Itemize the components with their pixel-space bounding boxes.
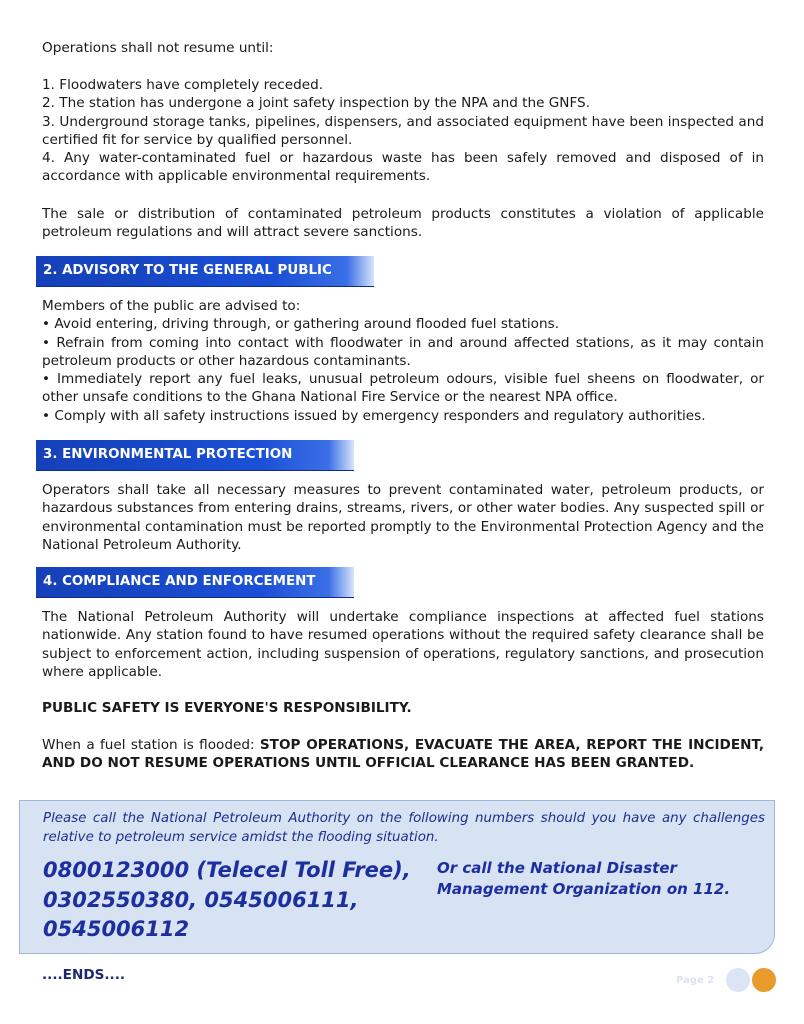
- ndmo-contact: Or call the National Disaster Management Organization on 112.: [437, 859, 731, 898]
- flood-instruction-emphasis: STOP OPERATIONS, EVACUATE THE AREA, REPORT THE INCIDENT, AND DO NOT RESUME OPERATIONS UNTIL OFFICIAL CLEARANCE HAS BEEN GRANTED.: [42, 737, 764, 772]
- list-item: • Avoid entering, driving through, or gathering around flooded fuel stations.: [42, 316, 560, 333]
- list-item: 3. Underground storage tanks, pipelines, dispensers, and associated equipment have been inspected and certified fit for service by qualified personnel.: [42, 113, 764, 148]
- list-item: 2. The station has undergone a joint safety inspection by the NPA and the GNFS.: [42, 95, 591, 112]
- npa-phone-numbers: 0800123000 (Telecel Toll Free), 0302550380, 0545006111, 0545006112: [43, 858, 411, 941]
- list-item: 4. Any water-contaminated fuel or hazardous waste has been safely removed and disposed of in accordance with applicable environmental requirements.: [42, 150, 764, 185]
- list-item: • Immediately report any fuel leaks, unusual petroleum odours, visible fuel sheens on floodwater, or other unsafe conditions to the Ghana National Fire Service or the nearest NPA office.: [42, 371, 764, 406]
- sale-warning: The sale or distribution of contaminated petroleum products constitutes a violation of applicable petroleum regulations and will attract severe sanctions.: [42, 206, 764, 241]
- section-heading-environmental: 3. ENVIRONMENTAL PROTECTION: [36, 440, 354, 470]
- list-item: • Refrain from coming into contact with floodwater in and around affected stations, as it may contain petroleum products or other hazardous contaminants.: [42, 334, 764, 369]
- public-safety-statement: PUBLIC SAFETY IS EVERYONE'S RESPONSIBILITY.: [42, 700, 412, 716]
- flood-instruction-lead: When a fuel station is flooded:: [42, 737, 260, 753]
- section-heading-advisory: 2. ADVISORY TO THE GENERAL PUBLIC: [36, 256, 374, 286]
- ends-marker: ....ENDS....: [42, 967, 126, 983]
- contact-intro: Please call the National Petroleum Authority on the following numbers should you have any challenges relative to petroleum service amidst the flooding situation.: [43, 811, 765, 845]
- environmental-body: Operators shall take all necessary measures to prevent contaminated water, petroleum products, or hazardous substances from entering drains, streams, rivers, or other water bodies. Any suspected spill or environmental contamination must be reported promptly to the Environmental Protection Agency and the National Petroleum Authority.: [42, 482, 764, 553]
- advisory-intro: Members of the public are advised to:: [42, 298, 301, 314]
- advisory-content: [42, 297, 764, 425]
- list-item: • Comply with all safety instructions issued by emergency responders and regulatory authorities.: [42, 407, 706, 424]
- flood-instruction: [42, 736, 764, 773]
- section-heading-compliance: 4. COMPLIANCE AND ENFORCEMENT: [36, 567, 354, 597]
- list-item: 1. Floodwaters have completely receded.: [42, 77, 324, 93]
- contact-box: [19, 800, 775, 954]
- compliance-body: The National Petroleum Authority will undertake compliance inspections at affected fuel stations nationwide. Any station found to have resumed operations without the required safety clearance shall be subject to enforcement action, including suspension of operations, regulatory sanctions, and prosecution where applicable.: [42, 609, 764, 680]
- page-number: Page 2: [676, 975, 715, 986]
- decorative-dot-light: [726, 968, 750, 992]
- resume-intro: Operations shall not resume until:: [42, 40, 274, 56]
- resume-conditions-list: [42, 76, 764, 186]
- decorative-dot-orange: [752, 968, 776, 992]
